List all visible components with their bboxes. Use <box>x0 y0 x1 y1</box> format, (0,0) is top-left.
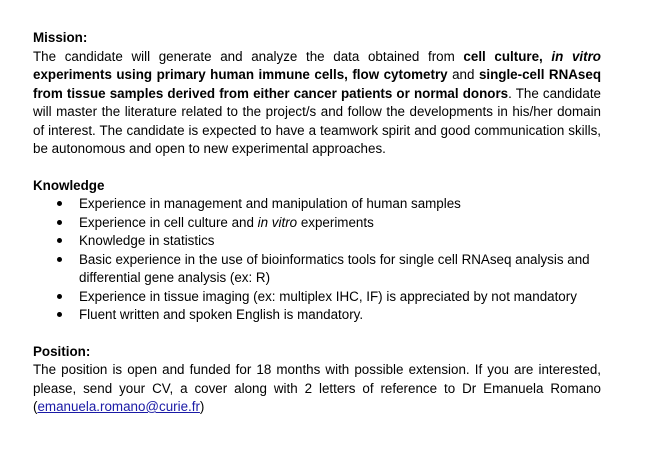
list-item <box>57 232 601 251</box>
email-link[interactable]: emanuela.romano@curie.fr <box>37 399 200 414</box>
mission-heading: Mission: <box>33 30 88 45</box>
bullet-icon <box>57 257 62 262</box>
mission-section <box>33 29 601 159</box>
bullet-icon <box>57 201 62 206</box>
list-item-text: Experience in tissue imaging (ex: multiplex IHC, IF) is appreciated by not mandatory <box>79 288 577 304</box>
list-item-text: Knowledge in statistics <box>79 233 215 248</box>
position-section <box>33 343 601 417</box>
bullet-icon <box>57 312 62 317</box>
list-item <box>57 214 601 233</box>
mission-text-part: The candidate will generate and analyze the data obtained from <box>33 48 464 64</box>
mission-bold-rnaseq: single-cell RNAseq from tissue samples derived from either cancer patients or normal donors <box>33 67 601 101</box>
list-item-text: Basic experience in the use of bioinformatics tools for single cell RNAseq analysis and differential gene analysis (ex: R) <box>79 251 590 285</box>
mission-bold-in-vitro: in vitro <box>551 48 601 64</box>
mission-bold-experiments: experiments using primary human immune cells, flow cytometry <box>33 67 448 82</box>
bullet-icon <box>57 238 62 243</box>
list-item <box>57 288 601 307</box>
list-item-text: Experience in management and manipulation of human samples <box>79 196 461 211</box>
list-item <box>57 306 601 325</box>
bullet-icon <box>57 220 62 225</box>
position-text <box>33 361 601 417</box>
open-paren: ( <box>33 399 38 414</box>
list-item-italic: in vitro <box>257 214 298 230</box>
knowledge-section <box>33 177 601 325</box>
position-text-body: The position is open and funded for 18 months with possible extension. If you are interested, please, send your CV, a cover along with 2 letters of reference to Dr Emanuela Romano <box>33 362 601 396</box>
bullet-icon <box>57 294 62 299</box>
job-description <box>33 29 601 435</box>
knowledge-list <box>33 195 601 325</box>
list-item <box>57 251 601 288</box>
list-item-text: Fluent written and spoken English is mandatory. <box>79 307 364 322</box>
mission-text-part: . The candidate will master the literature related to the project/s and follow the developments in his/her domain of interest. The candidate is expected to have a teamwork spirit and good communication skills, be autonomous and open to new experimental approaches. <box>33 85 601 156</box>
list-item-text: experiments <box>297 214 374 230</box>
list-item <box>57 195 601 214</box>
list-item-text: Experience in cell culture and <box>79 214 258 230</box>
knowledge-heading: Knowledge <box>33 177 105 193</box>
mission-text-part: and <box>447 67 479 82</box>
close-paren: ) <box>199 399 205 414</box>
mission-text <box>33 48 601 159</box>
mission-bold-cell-culture: cell culture, <box>463 48 552 64</box>
position-heading: Position: <box>33 343 91 359</box>
